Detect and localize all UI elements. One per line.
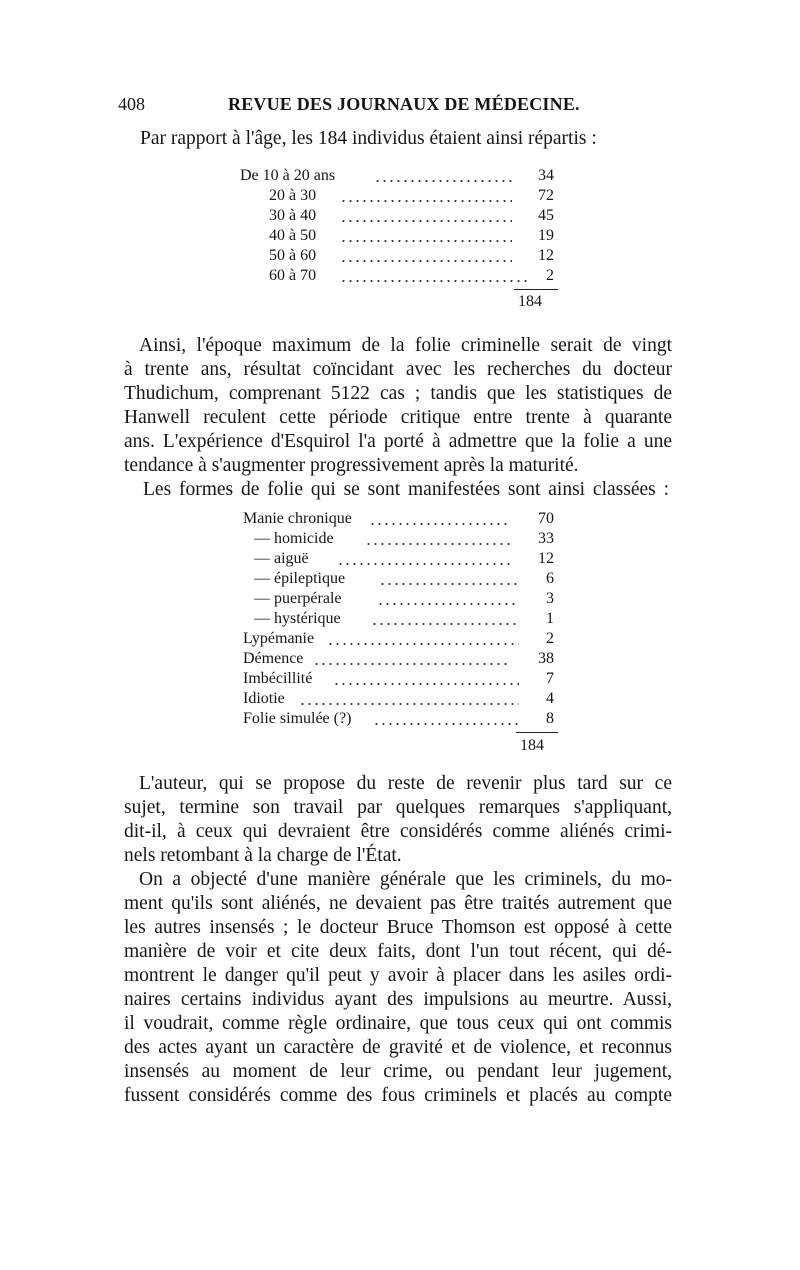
- age-row: [240, 266, 556, 286]
- form-count: 2: [546, 630, 554, 647]
- form-row: [243, 569, 556, 589]
- leader-dots: [340, 240, 512, 242]
- form-count: 38: [538, 650, 554, 667]
- form-count: 12: [538, 550, 554, 567]
- forms-intro: Les formes de folie qui se sont manifestées sont ainsi classées :: [143, 479, 669, 500]
- leader-dots: [379, 583, 519, 585]
- text-line: ment qu'ils sont aliénés, ne devaient pas être traités autrement que: [124, 893, 672, 914]
- age-count: 34: [538, 167, 554, 184]
- leader-dots: [369, 523, 511, 525]
- form-row: [243, 529, 556, 549]
- form-row: [243, 589, 556, 609]
- text-line: ans. L'expérience d'Esquirol l'a porté à admettre que la folie a une: [124, 431, 672, 452]
- text-line: fussent considérés comme des fous criminels et placés au compte: [124, 1085, 672, 1106]
- form-count: 3: [546, 590, 554, 607]
- text-line: Thudichum, comprenant 5122 cas ; tandis que les statistiques de: [124, 383, 672, 404]
- page-header: [0, 94, 800, 120]
- form-row: [243, 629, 556, 649]
- form-row: [243, 549, 556, 569]
- form-label: Manie chronique: [243, 510, 352, 527]
- text-line: Hanwell reculent cette période critique entre trente à quarante: [124, 407, 672, 428]
- leader-dots: [337, 563, 511, 565]
- form-count: 6: [546, 570, 554, 587]
- form-label: — homicide: [254, 530, 334, 547]
- age-row: [240, 186, 556, 206]
- age-count: 45: [538, 207, 554, 224]
- form-label: — épileptique: [254, 570, 346, 587]
- leader-dots: [299, 703, 519, 705]
- text-line: tendance à s'augmenter progressivement après la maturité.: [124, 455, 579, 476]
- form-count: 7: [546, 670, 554, 687]
- text-line: Ainsi, l'époque maximum de la folie criminelle serait de vingt: [139, 335, 672, 356]
- age-count: 19: [538, 227, 554, 244]
- form-count: 1: [546, 610, 554, 627]
- age-label: 60 à 70: [269, 267, 317, 284]
- text-line: dit-il, à ceux qui devraient être considérés comme aliénés crimi-: [124, 821, 672, 842]
- form-count: 4: [546, 690, 554, 707]
- age-label: De 10 à 20 ans: [240, 167, 336, 184]
- form-label: Folie simulée (?): [243, 710, 352, 727]
- age-label: 50 à 60: [269, 247, 317, 264]
- text-line: naires certains individus ayant des impulsions au meurtre. Aussi,: [124, 989, 672, 1010]
- age-intro: Par rapport à l'âge, les 184 individus étaient ainsi répartis :: [140, 128, 597, 149]
- running-title: REVUE DES JOURNAUX DE MÉDECINE.: [228, 94, 580, 114]
- text-line: il voudrait, comme règle ordinaire, que tous ceux qui ont commis: [124, 1013, 672, 1034]
- page-number: 408: [118, 94, 145, 114]
- text-line: nels retombant à la charge de l'État.: [124, 845, 402, 866]
- form-label: — puerpérale: [254, 590, 342, 607]
- age-total: 184: [518, 293, 542, 310]
- leader-dots: [373, 723, 519, 725]
- form-count: 70: [538, 510, 554, 527]
- age-label: 30 à 40: [269, 207, 317, 224]
- text-line: à trente ans, résultat coïncidant avec les recherches du docteur: [124, 359, 672, 380]
- form-row: [243, 709, 556, 729]
- sum-rule: [516, 732, 558, 733]
- leader-dots: [333, 683, 519, 685]
- text-line: insensés au moment de leur crime, ou pendant leur jugement,: [124, 1061, 672, 1082]
- form-row: [243, 689, 556, 709]
- leader-dots: [340, 260, 512, 262]
- form-label: — hystérique: [254, 610, 341, 627]
- leader-dots: [340, 220, 512, 222]
- form-label: Lypémanie: [243, 630, 315, 647]
- leader-dots: [327, 643, 519, 645]
- text-line: sujet, termine son travail par quelques remarques s'appliquant,: [124, 797, 672, 818]
- age-count: 12: [538, 247, 554, 264]
- leader-dots: [340, 200, 512, 202]
- leader-dots: [374, 180, 512, 182]
- text-line: manière de voir et cite deux faits, dont l'un tout récent, qui dé-: [124, 941, 672, 962]
- form-row: [243, 669, 556, 689]
- leader-dots: [365, 543, 511, 545]
- age-label: 20 à 30: [269, 187, 317, 204]
- leader-dots: [377, 603, 519, 605]
- sum-rule: [514, 289, 558, 290]
- age-row: [240, 206, 556, 226]
- age-count: 72: [538, 187, 554, 204]
- form-count: 8: [546, 710, 554, 727]
- text-line: L'auteur, qui se propose du reste de revenir plus tard sur ce: [139, 773, 672, 794]
- age-row: [240, 246, 556, 266]
- form-count: 33: [538, 530, 554, 547]
- form-label: Idiotie: [243, 690, 285, 707]
- text-line: des actes ayant un caractère de gravité et de violence, et reconnus: [124, 1037, 672, 1058]
- leader-dots: [313, 663, 509, 665]
- text-line: les autres insensés ; le docteur Bruce Thomson est opposé à cette: [124, 917, 672, 938]
- text-line: montrent le danger qu'il peut y avoir à placer dans les asiles ordi-: [124, 965, 672, 986]
- form-row: [243, 509, 556, 529]
- forms-total: 184: [520, 737, 544, 754]
- leader-dots: [371, 623, 519, 625]
- age-row: [240, 226, 556, 246]
- age-row: [240, 166, 556, 186]
- age-count: 2: [546, 267, 554, 284]
- age-label: 40 à 50: [269, 227, 317, 244]
- form-label: Imbécillité: [243, 670, 313, 687]
- form-label: Démence: [243, 650, 304, 667]
- form-row: [243, 609, 556, 629]
- leader-dots: [340, 280, 530, 282]
- text-line: On a objecté d'une manière générale que les criminels, du mo-: [139, 869, 672, 890]
- form-row: [243, 649, 556, 669]
- form-label: — aiguë: [254, 550, 309, 567]
